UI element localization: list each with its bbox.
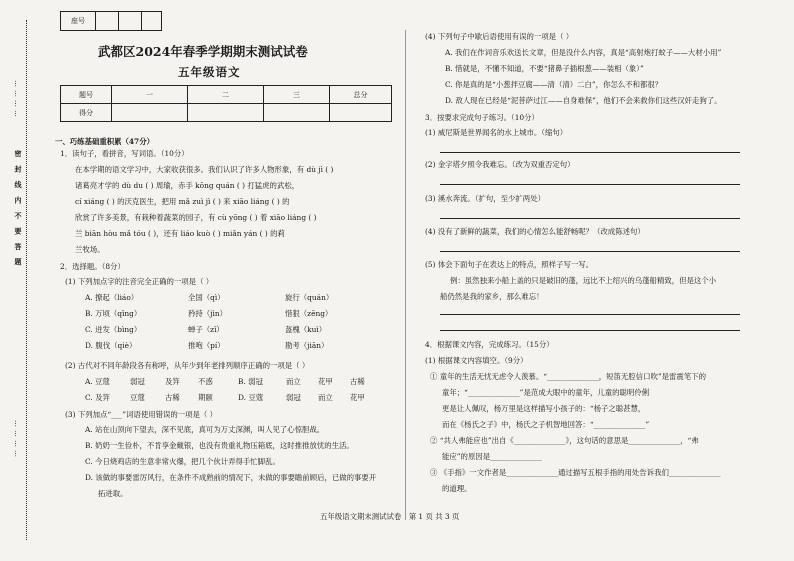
q2-1-option-a: 全国（qì） [188, 293, 225, 302]
q1-line: cí xiáng ( ) 的沃克医生，把用 mǎ zuì jì ( ) 来 xiāo liáng ( ) 的 [75, 197, 290, 206]
q2-2-option: 弱冠 [286, 393, 301, 402]
q2-1-option-d: 推咆（pí） [188, 341, 225, 350]
q2-1-option-c: C. 迸发（bìng） [85, 325, 142, 334]
seat-cell[interactable] [119, 12, 142, 31]
q4-fill-line: 能应”的原因是______________ [442, 452, 542, 461]
q1-line: 诸葛亮才学的 dù du ( ) 周瑜，赤手 kōng quán ( ) 打猛虎的武松， [75, 181, 300, 190]
q4-fill-line: ③ 《手指》一文作者是______________通过描写五根手指的用处告诉我们______________ [430, 468, 721, 477]
q2-1-option-c: 盔槐（kuì） [285, 325, 327, 334]
score-header-item: 三 [264, 86, 330, 104]
binding-dashes-bottom: ………… [13, 420, 21, 460]
q2-2-option: 花甲 [318, 377, 333, 386]
q3-5-example-cont: 船仍然是我的家乡，那么难忘！ [440, 292, 544, 301]
q2-1-option-a: 旋行（quán） [285, 293, 334, 302]
question-1: 1．读句子，看拼音，写词语。（10分） [60, 149, 189, 158]
q2-1-option-b: 惜狠（zēng） [285, 309, 333, 318]
answer-line[interactable] [440, 314, 740, 315]
q3-item: (2) 金字塔夕照令我难忘。（改为双重否定句） [425, 160, 575, 169]
score-cell[interactable] [264, 104, 330, 122]
q2-3-stem: (3) 下列加点“___”词语使用错误的一项是（ ） [65, 410, 218, 419]
q2-2-option: 期颐 [198, 393, 213, 402]
binding-line [26, 20, 27, 540]
q2-2-option: 而立 [286, 377, 301, 386]
page-footer: 五年级语文期末测试试卷 第 1 页 共 3 页 [320, 512, 460, 521]
q2-2-option: 及笄 [165, 377, 180, 386]
q2-2-option: 古稀 [350, 377, 365, 386]
q4-fill-line: 而在《杨氏之子》中，杨氏之子机智地回答：“______________” [442, 420, 650, 429]
q2-2-option: B. 弱冠 [238, 377, 263, 386]
q4-fill-line: 童年；“______________”是范成大眼中的童年，儿童的聪明伶俐 [442, 388, 650, 397]
q4-1-stem: (1) 根据课文内容填空。（9分） [425, 356, 528, 365]
section-one-heading: 一、巧练基础重积累（47分） [55, 137, 154, 146]
score-cell[interactable] [112, 104, 188, 122]
seat-box [60, 11, 162, 31]
q2-1-stem: (1) 下列加点字的注音完全正确的一项是（ ） [65, 277, 214, 286]
q2-2-option: D. 豆蔻 [238, 393, 264, 402]
score-table [60, 85, 392, 122]
answer-line[interactable] [440, 251, 740, 252]
question-2: 2．选择题。（8分） [60, 262, 125, 271]
q4-fill-line: 的道理。 [442, 484, 472, 493]
q2-2-option: 而立 [318, 393, 333, 402]
q2-2-option: 古稀 [165, 393, 180, 402]
exam-title: 武都区2024年春季学期期末测试试卷 [98, 44, 308, 59]
q3-item: (1) 威尼斯是世界闻名的水上城市。（缩句） [425, 128, 568, 137]
q2-2-option: C. 及笄 [85, 393, 110, 402]
score-header-item: 一 [112, 86, 188, 104]
q2-2-stem: (2) 古代对不同年龄段各有称呼，从年少到年老排列顺序正确的一项是（ ） [65, 361, 310, 370]
q2-3-option: B. 奶奶一生俭朴，不肯享金戴银，也没有贵重礼物压箱底，这时推推放忧的生活。 [85, 441, 354, 450]
q2-2-option: A. 豆蔻 [85, 377, 110, 386]
q4-fill-line: 更是让人佩叹，杨万里是这样描写小孩子的：“杨子之聪甚慧， [442, 404, 646, 413]
seat-label: 座号 [61, 12, 96, 31]
q4-fill-line: ① 童年的生活无忧无虑令人羡慕。“______________，短笛无腔信口吹”是雷震笔下的 [430, 372, 706, 381]
score-cell[interactable] [330, 104, 392, 122]
q2-1-option-d: D. 腹伐（qiè） [85, 341, 137, 350]
answer-line[interactable] [440, 184, 740, 185]
answer-line[interactable] [440, 152, 740, 153]
q1-line: 欣赏了许多美景，有栽种着蔬菜的园子，有 cù yōng ( ) 着 xiāo liáng ( ) [75, 213, 317, 222]
q4-stem: (4) 下列句子中歇后语使用有误的一项是（ ） [425, 32, 574, 41]
question-4: 4．根据课文内容，完成练习。（15分） [425, 340, 554, 349]
q4-option: B. 惜就是，不懂不知道，不要“猪鼻子插根葱——装相（象）” [445, 64, 644, 73]
q2-1-option-b: 矜持（jìn） [188, 309, 227, 318]
q2-1-option-c: 蝉子（zǐ） [188, 325, 224, 334]
seat-cell[interactable] [142, 12, 162, 31]
q3-item: (3) 溪水奔流。（扩句，至少扩两处） [425, 194, 545, 203]
score-row-label: 得分 [61, 104, 112, 122]
answer-line[interactable] [440, 218, 740, 219]
q2-1-option-d: 勘考（jiān） [285, 341, 329, 350]
score-cell[interactable] [188, 104, 264, 122]
q2-3-option: D. 该做的事要雷厉风行，在条件不成熟前的情况下，未做的事要瞻前顾后，已做的事要开 [85, 473, 377, 482]
exam-subject: 五年级语文 [178, 65, 241, 79]
q2-2-option: 豆蔻 [130, 393, 145, 402]
q4-option: A. 我们在作词音乐欢送长文章，但是没什么内容，真是“高射炮打蚊子——大材小用” [445, 48, 722, 57]
answer-line[interactable] [440, 330, 740, 331]
q4-option: D. 敌人现在已经是“泥菩萨过江——自身难保”，他们不会来救你们这些汉奸走狗了。 [445, 96, 722, 105]
score-header-item: 总分 [330, 86, 392, 104]
q2-3-option: C. 今日烧鸡店的生意非常火爆，把几个伙计弄得手忙脚乱。 [85, 457, 280, 466]
q2-1-option-b: B. 万顷（qǐng） [85, 309, 142, 318]
q2-2-option: 花甲 [350, 393, 365, 402]
q2-1-option-a: A. 撩起（liáo） [85, 293, 139, 302]
q4-option: C. 你是真的是“小葱拌豆腐——清（清）二白”，你怎么不和都很？ [445, 80, 663, 89]
q2-3-option: A. 站在山顶向下望去，深不见底，真可为万丈深渊，叫人见了心惊胆战。 [85, 425, 325, 434]
binding-text: 密 封 线 内 不 要 答 题 [14, 150, 23, 269]
q4-fill-line: ② “共人弗能应也”出自《______________》，这句话的意思是______________，“弗 [430, 436, 699, 445]
q2-2-option: 不惑 [198, 377, 213, 386]
q1-line: 兰 biān hòu mǎ tóu ( )，还有 liáo kuò ( ) miǎn yán ( ) 的莉 [75, 229, 285, 238]
q2-2-option: 弱冠 [130, 377, 145, 386]
score-header-item: 题号 [61, 86, 112, 104]
q3-item: (4) 没有了新鲜的蔬菜，我们的心情怎么能舒畅呢？（改成陈述句） [425, 227, 645, 236]
q1-line: 兰牧场。 [75, 245, 105, 254]
column-divider [405, 30, 406, 520]
q3-5-example: 例：虽然独来小船上盖的只是破旧的蓬，远比不上绍兴的乌蓬船精致，但是这个小 [450, 276, 717, 285]
q1-line: 在本学期的语文学习中，大家收获很多。我们认识了许多人物形象，有 dù jì ( ) [75, 165, 334, 174]
q2-3-option: 拓进取。 [98, 489, 128, 498]
binding-dashes-top: ………… [13, 80, 21, 120]
q3-item: (5) 体会下面句子在表达上的特点，照样子写一写。 [425, 260, 594, 269]
question-3: 3．按要求完成句子练习。（10分） [425, 113, 539, 122]
score-header-item: 二 [188, 86, 264, 104]
seat-cell[interactable] [96, 12, 119, 31]
